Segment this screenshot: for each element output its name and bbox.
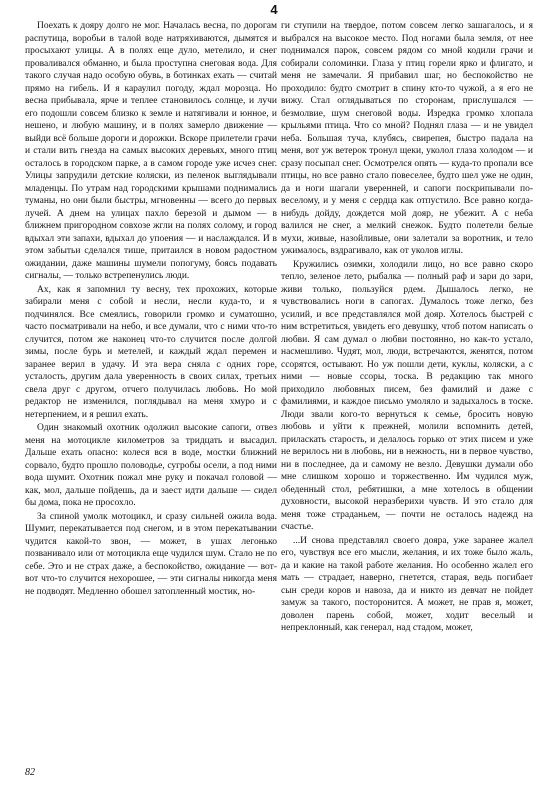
paragraph: Поехать к дояру долго не мог. Началась весна, по дорогам распутица, воробьи в талой воде натряхиваются, дымятся и просыхают улицы. А в полях еще дуло, метелило, и снег проваливался обманно, и была проступна снеговая вода. Для такого случая надо особую обувь, в ботинках ехать — считай прямо на гибель. И я караулил погоду, ждал морозца. Но весна прибывала, ярче и теплее становилось солнце, и лучи его подошли совсем близко к земле и натягивали и юнное, и нешено, и любую машину, и в полях замерло движение — выйди всё больше дороги и дорожки. Вскоре прилетели грачи и стали вить гнезда на самых высоких деревьях, много птиц осталось в городском парке, а в самом городе уже исчез снег. Улицы запрудили детские коляски, из пеленок выглядывали младенцы. По утрам над городскими крышами поднимались туманы, но они были быстры, мгновенны — всего до первых лучей. А днем на улицах пахло березой и дымом — в ближнем пригородном совхозе жгли на полях солому, и город вдыхал эти запахи, вдыхал до упоения — и наслаждался. И в этом забытьи сделался тише, притаился в новом радостном ожидании, даже машины шумели попогуму, боясь подавать сигналы, — только встрепенулись люди.: [25, 21, 277, 281]
paragraph: Кружились озимки, холодили лицо, но все равно скоро тепло, зеленое лето, рыбалка — полный раф и зари до зари, живи только, пользуйся рдем. Дышалось легко, не чувствовались ноги в сапогах. Думалось тоже легко, без усилий, и все представлялся мой дояр. Хотелось быстрей с ним встретиться, увидеть его девушку, чтоб потом написать о любви. Я сам думал о любви постоянно, но как-то устало, насмешливо. Чудят, мол, люди, встречаются, женятся, потом ссорятся, остывают. Но уж пошли дети, куклы, коляски, а с ними — новые ссоры, тоска. В редакцию так много приходило любовных писем, без фамилий и даже с фамилиями, и каждое письмо умоляло и задыхалось в тоске. Люди звали кого-то вернуться к семье, бросить новую любовь и уйти к прежней, молили вспомнить детей, приласкать старость, и делалось горько от этих писем и уже не верилось ни в любовь, ни в нежность, ни в первое чувство, ни в последнее, да и самому не везло. Девушки думали обо мне слишком хорошо и торжественно. Им чудился муж, обеденный стол, ребятишки, а мне хотелось в общении духовности, высокой неразберихи чувств. И это стало для меня тоже страданьем, — почти не осталось надежд на счастье.: [281, 259, 533, 532]
right-column: [281, 20, 533, 635]
paragraph: ...И снова представлял своего дояра, уже заранее жалел его, чувствуя все его мысли, желания, и их тоже было жаль, да и какие на такой работе желания. Но особенно жалел его мать — страдает, наверно, гнетется, старая, ведь погибает сын среди коров и навоза, да и никто из девчат не пойдет замуж за такого, посторонится. А может, не прав я, может, доволен парень собой, может, ходит веселый и непреклонный, как генерал, над стадом, может,: [281, 535, 533, 633]
folio: 82: [25, 767, 35, 778]
paragraph: Один знакомый охотник одолжил высокие сапоги, отвез меня на мотоцикле километров за тридцать и высадил. Дальше ехать опасно: колеся вся в воде, мостки ближний сорвало, будто прошло половодье, сугробы осели, а под ними вода шумит. Охотник пожал мне руку и покачал головой — как, мол, дальше пойдешь, да и заест идти дальше — сидел бы дома, пока не просохло.: [25, 423, 277, 508]
paragraph: Ах, как я запомнил ту весну, тех прохожих, которые забирали меня с собой и несли, несли куда-то, и я подчинялся. Все смеялись, говорили громко и суматошно, часто посматривали на небо, и все думали, что с ними что-то случится, потом же наконец что-то случится после долгой зимы, после бурь и метелей, и каждый ждал перемен и заранее верил в удачу. И эта вера сняла с одних горе, усталость, другим дала уверенность в своих силах, третьих свела друг с другом, отчего получилась любовь. Но мой редактор не изменился, поглядывал на меня хмуро и с нетерпением, и я решил ехать.: [25, 284, 277, 420]
paragraph: За спиной умолк мотоцикл, и сразу сильней ожила вода. Шумит, перекатывается под снегом, и в этом перекатывании чудится какой-то звон, — может, в ушах легонько позванивало или от мотоцикла еще чудился шум. Стало не по себе. Это и не страх даже, а беспокойство, ожидание — вот-вот что-то случится нехорошее, — эти сигналы никогда меня не подводят. Медленно обошел затопленный мостик, но-: [25, 511, 277, 597]
page-number: 4: [270, 2, 278, 17]
paragraph-continued: ги ступили на твердое, потом совсем легко зашагалось, и я выбрался на высокое место. Под ногами была земля, от нее поднимался парок, совсем рядом со мной кодили грачи и собирали соломинки. Глаза у птиц горели ярко и флигато, и меня не замечали. Я прибавил шаг, но беспокойство не проходило: будто смотрит в спину кто-то чужой, а я его не вижу. Стал оглядываться по сторонам, прислушался — безмолвие, шум снеговой воды. Изредка громко хлопала крыльями птица. Что со мной? Поднял глаза — и не увидел неба. Большая туча, клубясь, свирепея, быстро падала на меня, вот уж ветерок тронул щеки, уколол глаза холодом — и сразу посыпал снег. Осмотрелся опять — куда-то пропали все птицы, но все равно стало повеселее, будто шел уже не один, да и ноги шагали уверенней, и сапоги поскрипывали по-веселому, и у меня с сердца как отпустило. Все равно когда-нибудь дойду, дождется мой дояр, не убежит. А с неба валился не снег, а мелкий снежок. Будто полетели белые мухи, живые, назойливые, они залетали за воротник, и тело ужималось, вздрагивало, как от уколов иглы.: [281, 21, 533, 256]
left-column: [25, 20, 277, 598]
